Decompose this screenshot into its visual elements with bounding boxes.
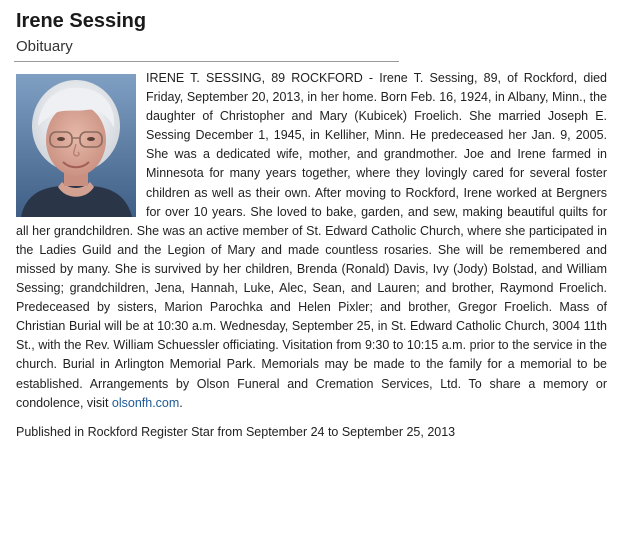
portrait-photo-icon bbox=[16, 74, 136, 217]
page-title: Irene Sessing bbox=[16, 10, 147, 32]
page-subtitle: Obituary bbox=[16, 38, 73, 55]
published-line: Published in Rockford Register Star from September 24 to September 25, 2013 bbox=[16, 424, 456, 439]
obituary-end-period: . bbox=[179, 395, 183, 410]
obituary-body: IRENE T. SESSING, 89 ROCKFORD - Irene T. Sessing, 89, of Rockford, died Friday, September 20, 2013, in her home. Born Feb. 16, 1924, in Albany, Minn., the daughter of Christopher and Mary (Kubicek) Froelich. She married Joseph E. Sessing December 1, 1945, in Kelliher, Minn. He predeceased her Jan. 9, 2005. She was a dedicated wife, mother, and grandmother. Joe and Irene farmed in Minnesota for many years together, where they lovingly cared for several foster children as well as their own. After moving to Rockford, Irene worked at Bergners for over 10 years. She loved to bake, garden, and sew, making beautiful quilts for all her grandchildren. She was an active member of St. Edward Catholic Church, where she participated in the Ladies Guild and the Legion of Mary and made countless rosaries. She will be remembered and missed by many. She is survived by her children, Brenda (Ronald) Davis, Ivy (Jody) Bolstad, and William Sessing; grandchildren, Jena, Hannah, Luke, Alec, Sean, and Lauren; and brother, Raymond Froelich. Predeceased by sisters, Marion Parochka and Helen Pixler; and brother, Gregor Froelich. Mass of Christian Burial will be at 10:30 a.m. Wednesday, September 25, in St. Edward Catholic Church, 3004 11th St., with the Rev. William Schuessler officiating. Visitation from 9:30 to 10:15 a.m. prior to the service in the church. Burial in Arlington Memorial Park. Memorials may be made to the family for a memorial to be established. Arrangements by Olson Funeral and Cremation Services, Ltd. To share a memory or condolence, visit bbox=[16, 71, 607, 410]
header-divider bbox=[14, 61, 399, 62]
portrait-photo bbox=[16, 74, 136, 217]
obituary-content bbox=[16, 69, 607, 442]
funeral-home-link[interactable]: olsonfh.com bbox=[111, 395, 180, 410]
